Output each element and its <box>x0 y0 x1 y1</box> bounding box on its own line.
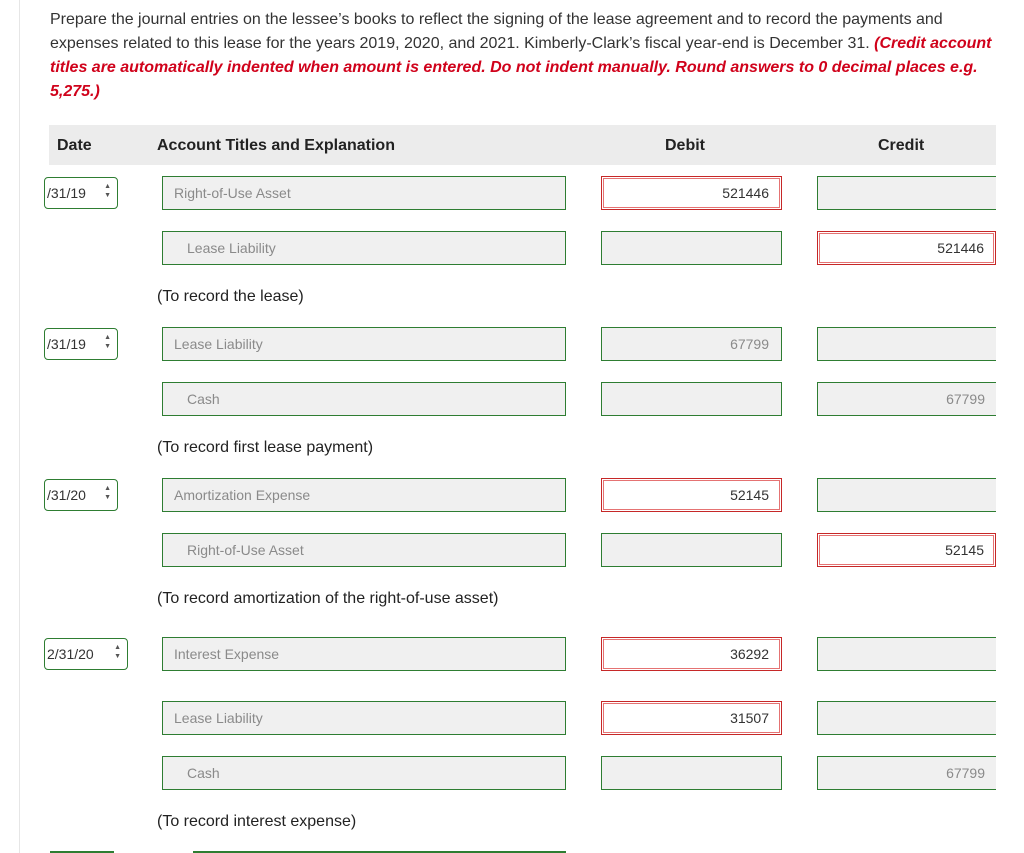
instructions <box>50 8 1000 104</box>
credit-input[interactable]: 67799 <box>817 382 996 416</box>
credit-input[interactable] <box>817 637 996 671</box>
up-down-arrows-icon: ▲ ▼ <box>104 183 111 199</box>
account-title-input[interactable]: Lease Liability <box>162 231 566 265</box>
up-down-arrows-icon: ▲ ▼ <box>114 644 121 660</box>
up-down-arrows-icon: ▲ ▼ <box>104 485 111 501</box>
entry-explanation: (To record amortization of the right-of-use asset) <box>157 590 499 607</box>
account-title-input[interactable]: Interest Expense <box>162 637 566 671</box>
credit-input[interactable] <box>817 701 996 735</box>
entry-date-select[interactable] <box>44 479 118 511</box>
credit-input[interactable]: 67799 <box>817 756 996 790</box>
debit-input[interactable] <box>601 756 782 790</box>
instructions-text: Prepare the journal entries on the lessee’s books to reflect the signing of the lease agreement and to record the payments and expenses related to this lease for the years 2019, 2020, and 2021. Kimberly-Clark’s fiscal year-end is December 31. <box>50 11 943 52</box>
entry-date-select[interactable] <box>44 638 128 670</box>
account-title-input[interactable]: Right-of-Use Asset <box>162 533 566 567</box>
debit-input[interactable] <box>601 231 782 265</box>
debit-input[interactable]: 67799 <box>601 327 782 361</box>
account-title-input[interactable]: Right-of-Use Asset <box>162 176 566 210</box>
entry-explanation: (To record interest expense) <box>157 813 357 830</box>
header-debit: Debit <box>665 137 705 154</box>
header-credit: Credit <box>878 137 925 154</box>
entry-date-select[interactable] <box>44 177 118 209</box>
credit-input[interactable]: 52145 <box>817 533 996 567</box>
entry-explanation: (To record first lease payment) <box>157 439 374 456</box>
entry-date-value: /31/19 <box>47 336 86 352</box>
account-title-input[interactable]: Lease Liability <box>162 327 566 361</box>
entry-date-value: /31/19 <box>47 185 86 201</box>
entry-explanation: (To record the lease) <box>157 288 304 305</box>
entry-date-value: /31/20 <box>47 487 86 503</box>
debit-input[interactable]: 521446 <box>601 176 782 210</box>
entry-date-select[interactable] <box>44 328 118 360</box>
instructions-note: (Credit account titles are automatically indented when amount is entered. Do not indent manually. Round answers to 0 decimal places e.g. 5,275.) <box>50 35 992 100</box>
credit-input[interactable] <box>817 327 996 361</box>
page-left-border <box>19 0 20 853</box>
credit-input[interactable]: 521446 <box>817 231 996 265</box>
account-title-input[interactable]: Cash <box>162 756 566 790</box>
debit-input[interactable]: 31507 <box>601 701 782 735</box>
up-down-arrows-icon: ▲ ▼ <box>104 334 111 350</box>
entry-date-value: 2/31/20 <box>47 646 94 662</box>
credit-input[interactable] <box>817 176 996 210</box>
journal-table-header <box>49 125 996 165</box>
account-title-input[interactable]: Amortization Expense <box>162 478 566 512</box>
debit-input[interactable] <box>601 382 782 416</box>
header-date: Date <box>57 137 92 154</box>
account-title-input[interactable]: Cash <box>162 382 566 416</box>
header-account: Account Titles and Explanation <box>157 137 395 154</box>
account-title-input[interactable]: Lease Liability <box>162 701 566 735</box>
debit-input[interactable]: 52145 <box>601 478 782 512</box>
credit-input[interactable] <box>817 478 996 512</box>
debit-input[interactable]: 36292 <box>601 637 782 671</box>
debit-input[interactable] <box>601 533 782 567</box>
